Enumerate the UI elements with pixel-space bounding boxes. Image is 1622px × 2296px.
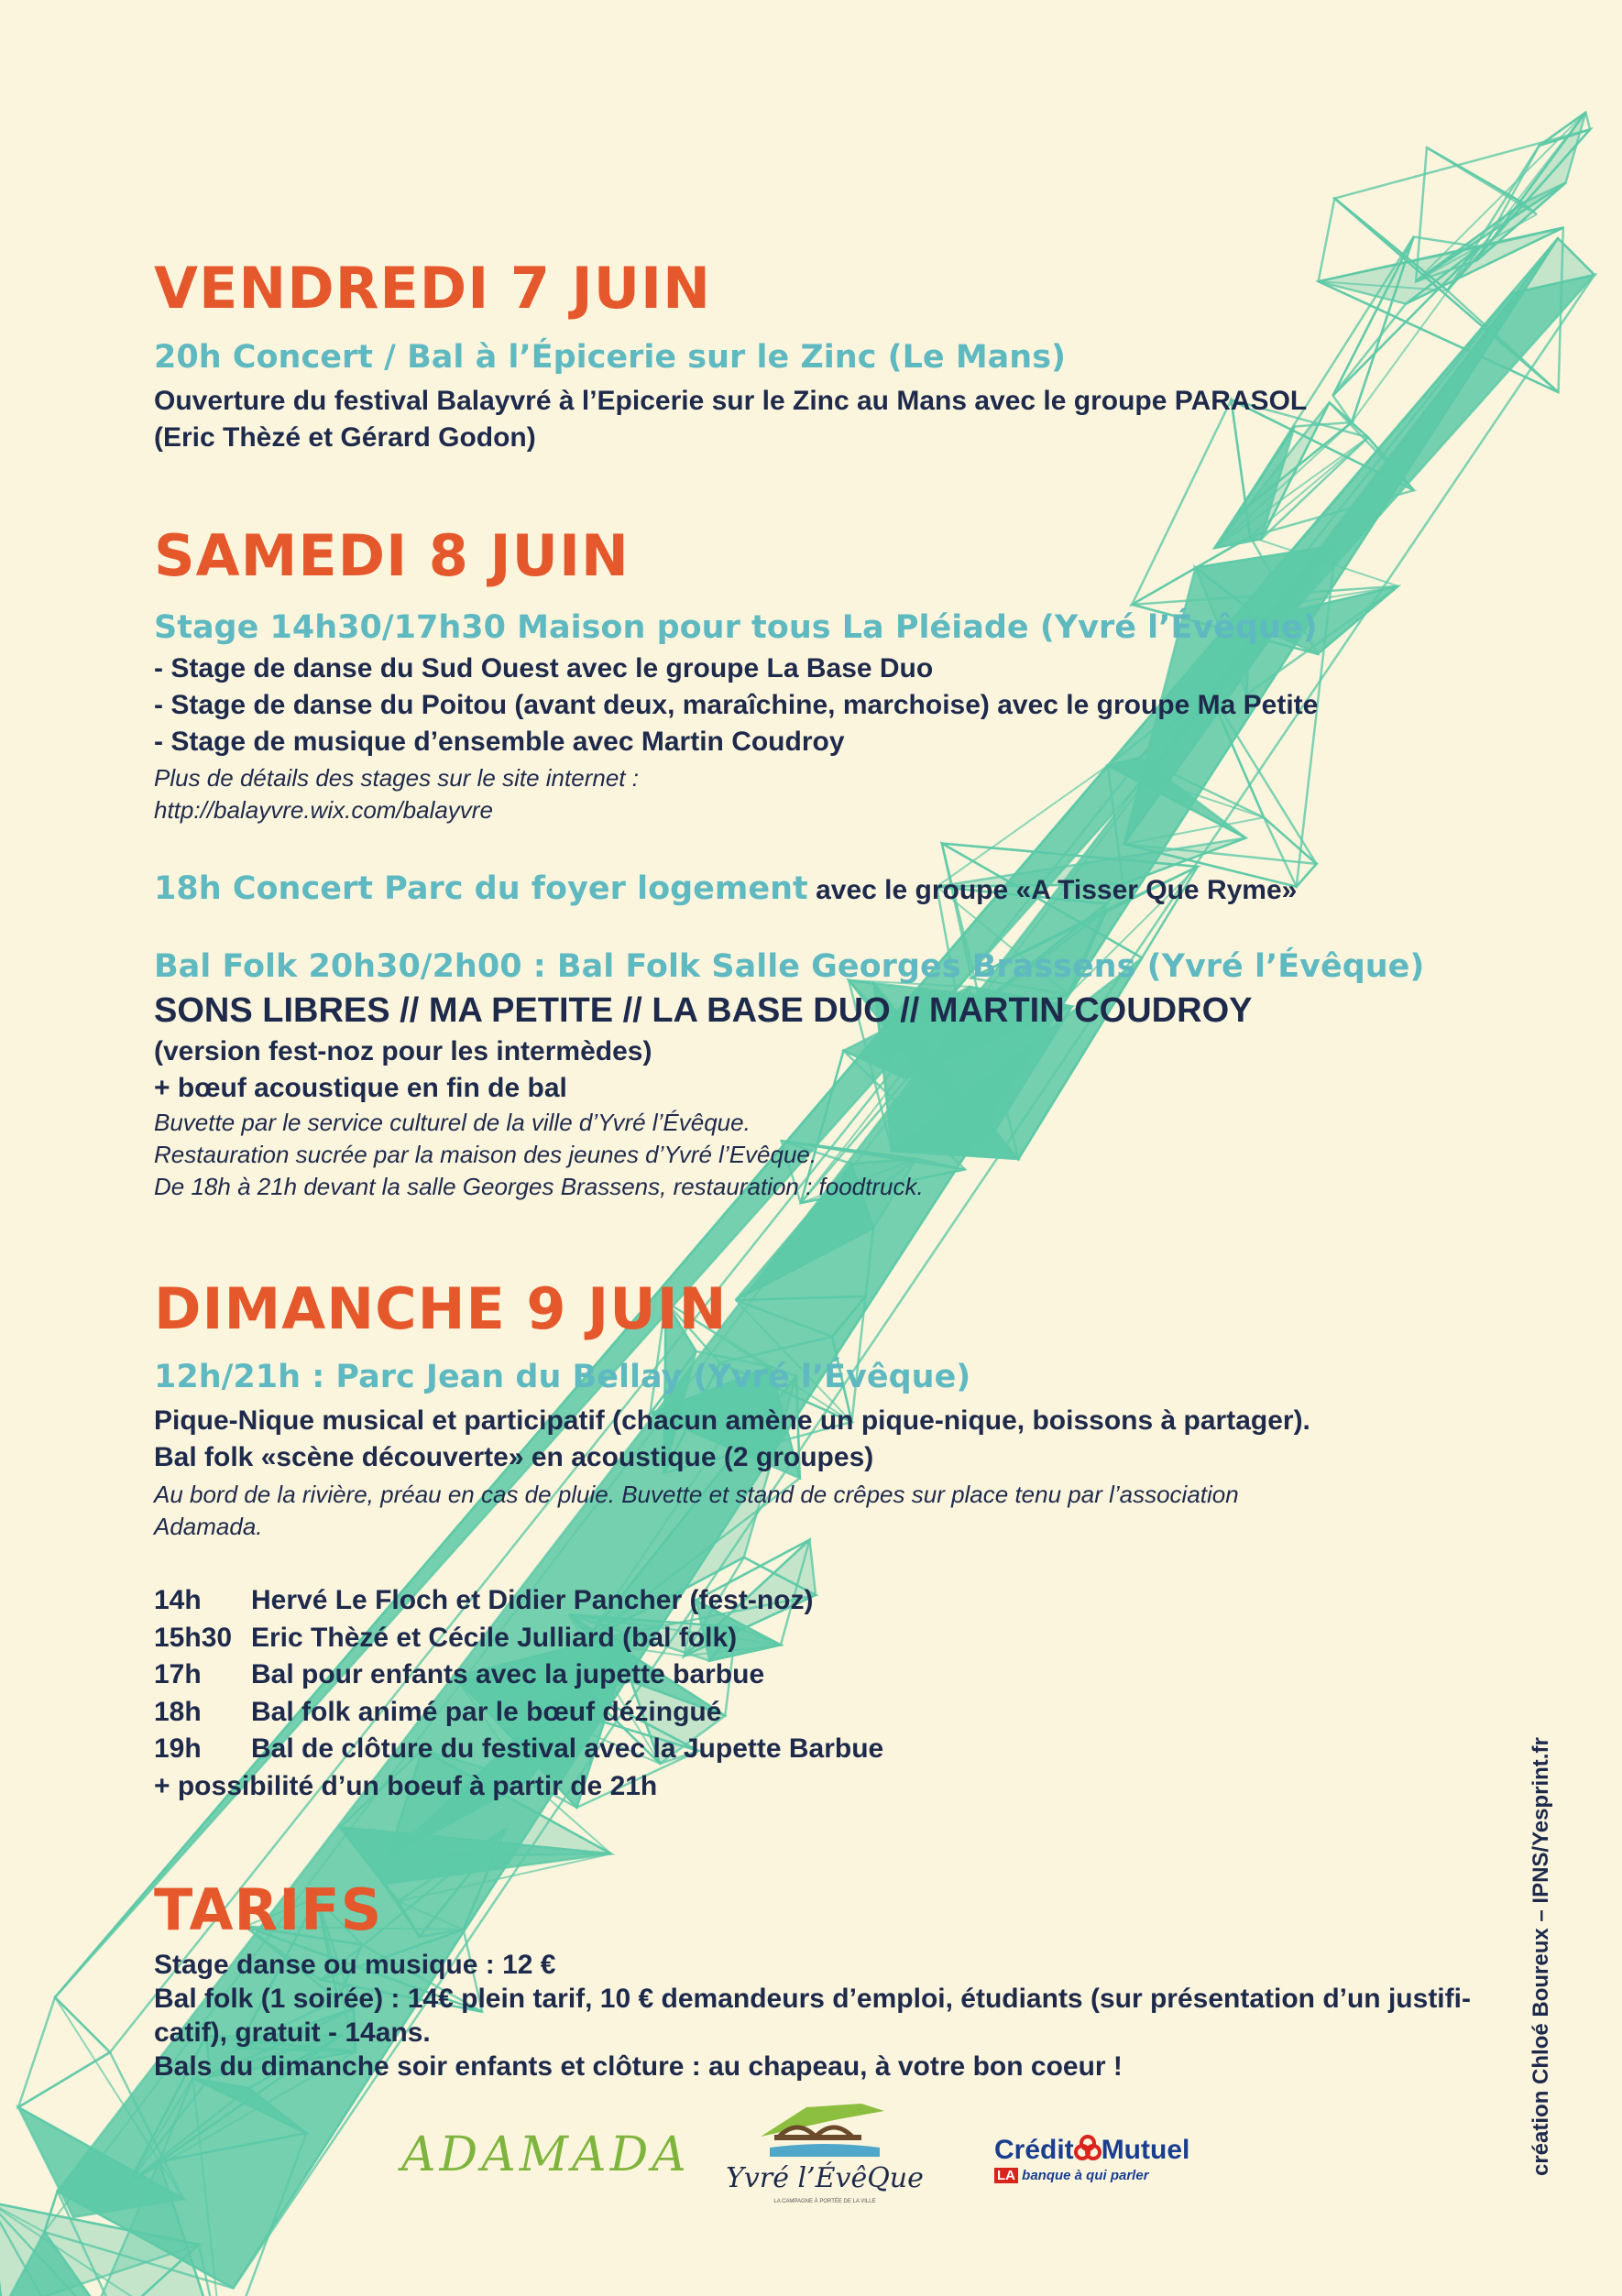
design-credit: création Chloé Boureux – IPNS/Yesprint.fr xyxy=(1529,1737,1553,2176)
schedule-text: Bal pour enfants avec la jupette barbue xyxy=(251,1659,765,1689)
credit-mutuel-word-1: Crédit xyxy=(994,2135,1074,2165)
schedule-text: Hervé Le Floch et Didier Pancher (fest-noz) xyxy=(251,1585,814,1615)
tarifs-line-1: Stage danse ou musique : 12 € xyxy=(154,1950,556,1980)
saturday-info-1: Buvette par le service culturel de la ville d’Yvré l’Évêque. xyxy=(154,1109,751,1136)
schedule-text: Bal folk animé par le bœuf dézingué xyxy=(251,1696,722,1727)
sunday-line-1: Pique-Nique musical et participatif (chacun amène un pique-nique, boissons à partager). xyxy=(154,1405,1310,1436)
yvre-logo-name: Yvré l’ÉvêQue xyxy=(726,2162,924,2194)
saturday-concert xyxy=(154,870,1297,907)
credit-mutuel-logo xyxy=(994,2135,1189,2183)
saturday-bal-line-1: (version fest-noz pour les intermèdes) xyxy=(154,1036,652,1066)
tarifs-line-3: catif), gratuit - 14ans. xyxy=(154,2017,431,2048)
schedule-time: 14h xyxy=(154,1585,202,1615)
schedule-row xyxy=(154,1656,883,1694)
saturday-stage-item-3: - Stage de musique d’ensemble avec Martin Coudroy xyxy=(154,727,845,757)
friday-line-2: (Eric Thèzé et Gérard Godon) xyxy=(154,422,536,453)
credit-mutuel-knot-icon xyxy=(1074,2135,1101,2162)
schedule-text: Eric Thèzé et Cécile Julliard (bal folk) xyxy=(251,1622,738,1653)
schedule-time: 18h xyxy=(154,1696,202,1727)
saturday-bal-line-2: + bœuf acoustique en fin de bal xyxy=(154,1073,567,1103)
saturday-bal-title: Bal Folk 20h30/2h00 : Bal Folk Salle Georges Brassens (Yvré l’Évêque) xyxy=(154,948,1425,985)
saturday-stage-item-1: - Stage de danse du Sud Ouest avec le groupe La Base Duo xyxy=(154,653,934,683)
sunday-info-2: Adamada. xyxy=(154,1513,263,1540)
sunday-line-2: Bal folk «scène découverte» en acoustique (2 groupes) xyxy=(154,1442,874,1472)
friday-event-title: 20h Concert / Bal à l’Épicerie sur le Zinc (Le Mans) xyxy=(154,339,1067,376)
schedule-final: + possibilité d’un boeuf à partir de 21h xyxy=(154,1770,658,1801)
credit-mutuel-slogan xyxy=(994,2168,1189,2183)
saturday-stage-item-2: - Stage de danse du Poitou (avant deux, maraîchine, marchoise) avec le groupe Ma Petite xyxy=(154,690,1319,720)
credit-mutuel-name xyxy=(994,2135,1189,2166)
credit-mutuel-word-2: Mutuel xyxy=(1101,2135,1190,2165)
saturday-title: SAMEDI 8 JUIN xyxy=(154,522,630,589)
yvre-logo-tagline: LA CAMPAGNE À PORTÉE DE LA VILLE xyxy=(773,2199,876,2204)
credit-mutuel-la-badge: LA xyxy=(994,2168,1018,2183)
bridge-icon xyxy=(724,2100,926,2164)
yvre-leveque-logo xyxy=(724,2100,926,2210)
saturday-info-2: Restauration sucrée par la maison des jeunes d’Yvré l’Evêque. xyxy=(154,1141,817,1168)
schedule-row xyxy=(154,1694,883,1732)
schedule-row xyxy=(154,1731,883,1768)
saturday-details: Plus de détails des stages sur le site internet : xyxy=(154,764,639,792)
schedule-row xyxy=(154,1620,883,1657)
tarifs-title: TARIFS xyxy=(154,1876,383,1943)
schedule-row xyxy=(154,1582,883,1620)
deco-triangle xyxy=(18,1997,110,2107)
schedule-time: 17h xyxy=(154,1659,202,1689)
saturday-bands: SONS LIBRES // MA PETITE // LA BASE DUO // MARTIN COUDROY xyxy=(154,991,1253,1030)
sunday-info-1: Au bord de la rivière, préau en cas de pluie. Buvette et stand de crêpes sur place tenu par l’association xyxy=(154,1481,1239,1508)
saturday-info-3: De 18h à 21h devant la salle Georges Brassens, restauration : foodtruck. xyxy=(154,1173,924,1200)
website-link[interactable]: http://balayvre.wix.com/balayvre xyxy=(154,796,493,824)
sunday-schedule xyxy=(154,1582,883,1805)
saturday-concert-title: 18h Concert Parc du foyer logement xyxy=(154,870,808,907)
friday-title: VENDREDI 7 JUIN xyxy=(154,255,711,322)
friday-line-1: Ouverture du festival Balayvré à l’Epicerie sur le Zinc au Mans avec le groupe PARASOL xyxy=(154,386,1308,416)
saturday-stage-title: Stage 14h30/17h30 Maison pour tous La Pléiade (Yvré l’Évêque) xyxy=(154,609,1318,646)
schedule-text: Bal de clôture du festival avec la Jupette Barbue xyxy=(251,1733,884,1764)
credit-mutuel-slogan-text: banque à qui parler xyxy=(1018,2168,1149,2183)
schedule-time: 15h30 xyxy=(154,1622,233,1653)
saturday-concert-text: avec le groupe «A Tisser Que Ryme» xyxy=(807,875,1298,905)
adamada-logo: ADAMADA xyxy=(401,2127,690,2182)
schedule-time: 19h xyxy=(154,1733,202,1764)
sunday-event-title: 12h/21h : Parc Jean du Bellay (Yvré l’Évêque) xyxy=(154,1359,971,1395)
tarifs-line-2: Bal folk (1 soirée) : 14€ plein tarif, 10 € demandeurs d’emploi, étudiants (sur présentation d’un justifi- xyxy=(154,1984,1471,2014)
sunday-title: DIMANCHE 9 JUIN xyxy=(154,1275,728,1342)
tarifs-line-4: Bals du dimanche soir enfants et clôture : au chapeau, à votre bon coeur ! xyxy=(154,2051,1123,2082)
